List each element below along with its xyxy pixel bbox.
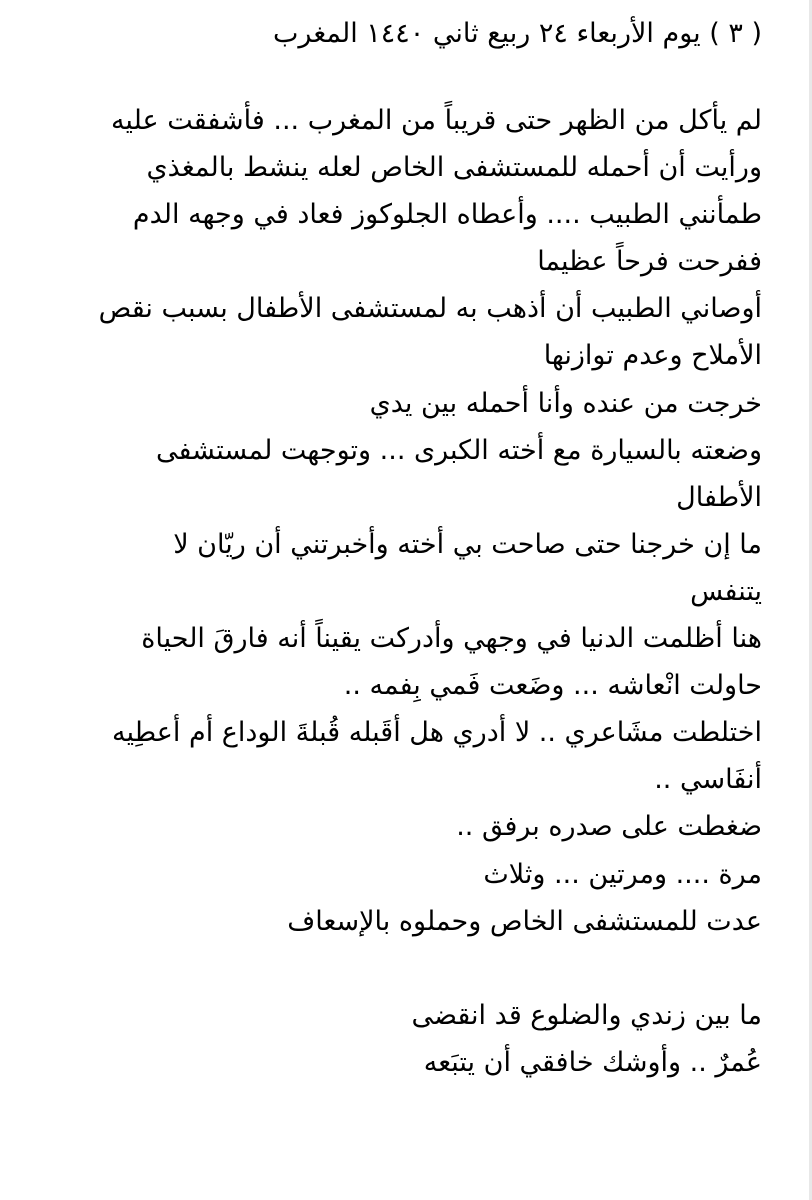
poem-line: عُمرٌ .. وأوشك خافقي أن يتبَعه (423, 1046, 762, 1078)
text-line: عدت للمستشفى الخاص وحملوه بالإسعاف (287, 905, 762, 937)
text-line: طمأنني الطبيب .... وأعطاه الجلوكوز فعاد في وجهه الدم (132, 199, 762, 231)
text-line: يتنفس (690, 575, 762, 607)
text-line: ففرحت فرحاً عظيما (537, 246, 762, 278)
text-line: وضعته بالسيارة مع أخته الكبرى ... وتوجهت لمستشفى (156, 434, 762, 466)
text-line: حاولت انْعاشه ... وضَعت فَمي بِفمه .. (343, 670, 762, 702)
text-line: الأطفال (676, 481, 762, 513)
text-line: خرجت من عنده وأنا أحمله بين يدي (369, 387, 762, 419)
blank-line (40, 945, 762, 992)
text-line: ضغطت على صدره برفق .. (456, 811, 762, 843)
poem-line: ما بين زندي والضلوع قد انقضى (411, 999, 762, 1031)
text-line: أوصاني الطبيب أن أذهب به لمستشفى الأطفال بسبب نقص (98, 293, 762, 325)
text-line: الأملاح وعدم توازنها (543, 340, 762, 372)
text-line: ورأيت أن أحمله للمستشفى الخاص لعله ينشط بالمغذي (146, 152, 762, 184)
text-line: هنا أظلمت الدنيا في وجهي وأدركت يقيناً أنه فارقَ الحياة (141, 623, 762, 655)
text-line: اختلطت مشَاعري .. لا أدري هل أقَبله قُبلةَ الوداع أم أعطِيه (112, 717, 762, 749)
document-body (40, 97, 762, 1086)
document-header: ( ٣ ) يوم الأربعاء ٢٤ ربيع ثاني ١٤٤٠ المغرب (273, 18, 762, 49)
text-line: لم يأكل من الظهر حتى قريباً من المغرب ... فأشفقت عليه (110, 105, 762, 136)
text-line: مرة .... ومرتين ... وثلاث (483, 858, 762, 890)
text-line: أنفَاسي .. (654, 764, 762, 796)
text-line: ما إن خرجنا حتى صاحت بي أخته وأخبرتني أن ريّان لا (173, 528, 762, 560)
